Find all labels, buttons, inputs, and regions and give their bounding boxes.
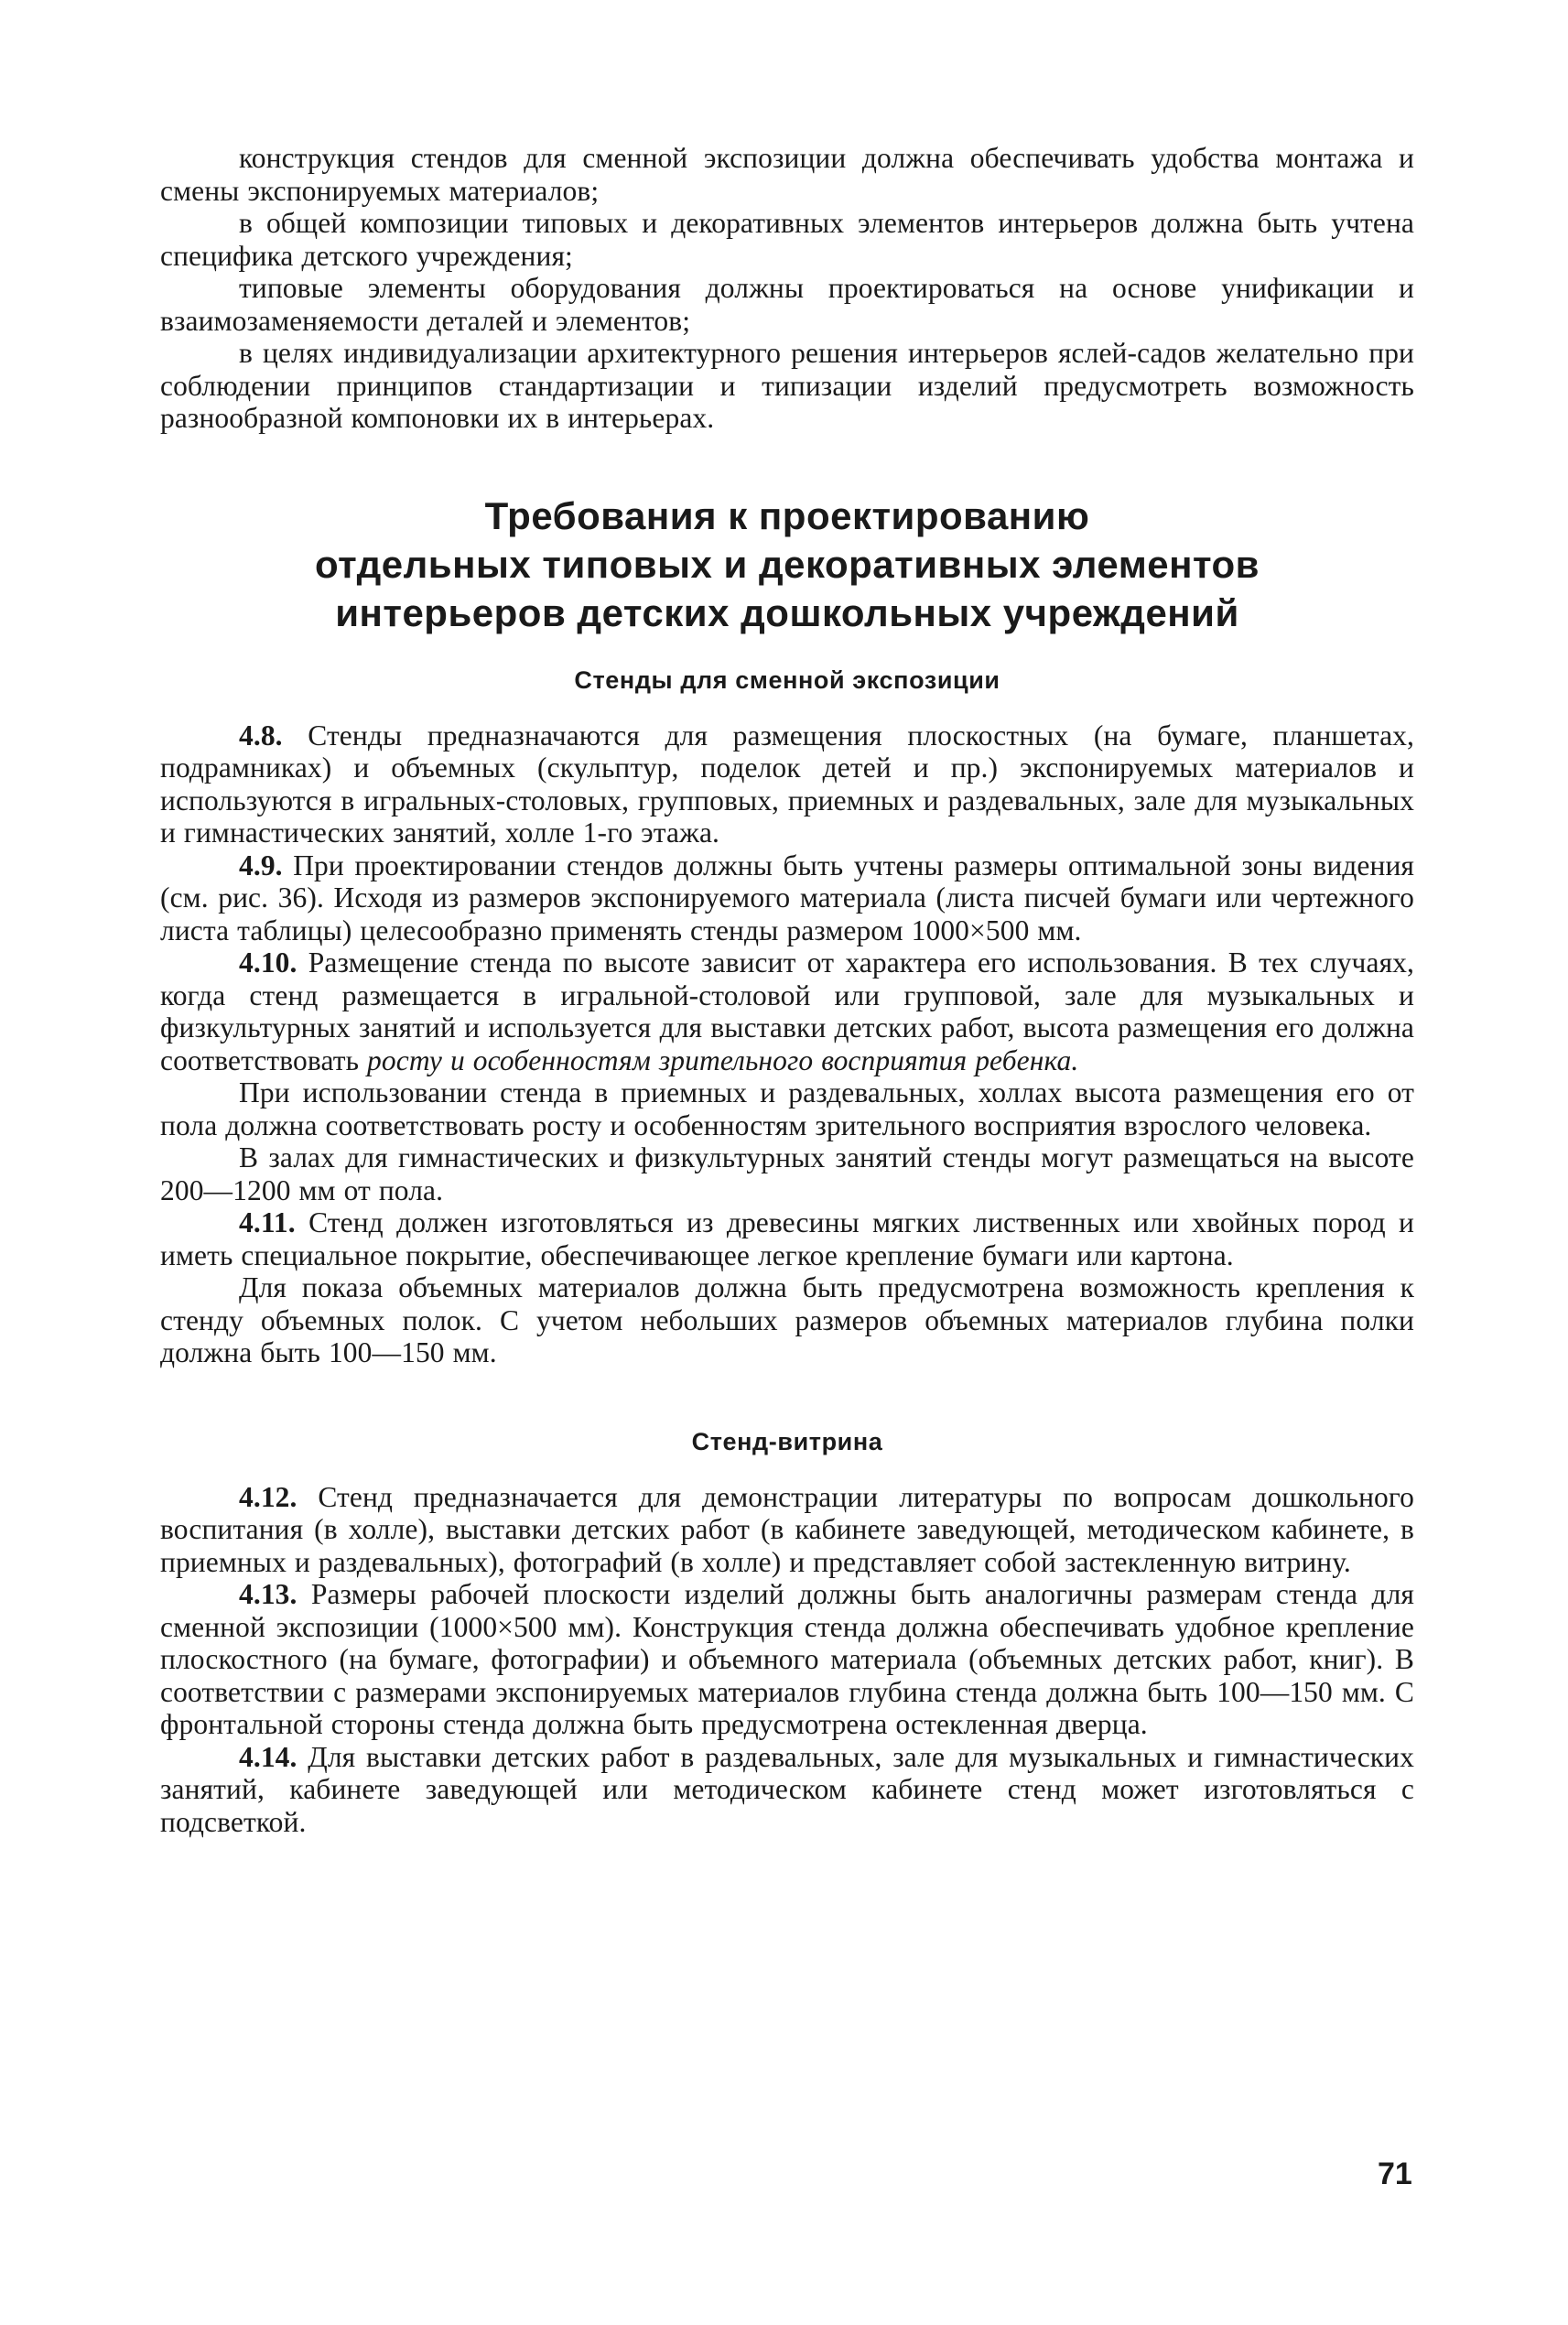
intro-paragraph-3: типовые элементы оборудования должны проектироваться на основе унификации и взаимозаменяемости деталей и элементов; bbox=[160, 272, 1414, 337]
clause-text: Размеры рабочей плоскости изделий должны быть аналогичны размерам стенда для сменной экспозиции (1000×500 мм). Конструкция стенда должна обеспечивать удобное крепление плоскостного (на бумаге, фотографии) и объемного материала (объемных детских работ, книг). В соответствии с размерами экспонируемых материалов глубина стенда должна быть 100—150 мм. С фронтальной стороны стенда должна быть предусмотрена остекленная дверца. bbox=[160, 1578, 1414, 1740]
clause-number: 4.11. bbox=[239, 1206, 296, 1238]
section-title-line-3: интерьеров детских дошкольных учреждений bbox=[335, 590, 1239, 634]
clause-4-9 bbox=[160, 849, 1414, 947]
intro-paragraph-2: в общей композиции типовых и декоративных элементов интерьеров должна быть учтена специфика детского учреждения; bbox=[160, 207, 1414, 272]
page-body bbox=[160, 142, 1414, 1838]
clause-4-13 bbox=[160, 1578, 1414, 1741]
clause-number: 4.10. bbox=[239, 946, 297, 979]
clause-4-11-continued: Для показа объемных материалов должна быть предусмотрена возможность крепления к стенду объемных полок. С учетом небольших размеров объемных материалов глубина полки должна быть 100—150 мм. bbox=[160, 1271, 1414, 1368]
clause-text: Для выставки детских работ в раздевальных, зале для музыкальных и гимнастических занятий, кабинете заведующей или методическом кабинете стенд может изготовляться с подсветкой. bbox=[160, 1740, 1414, 1838]
clause-text: Размещение стенда по высоте зависит от характера его использования. В тех случаях, когда стенд размещается в игральной-столовой или групповой, зале для музыкальных и физкультурных занятий и используется для выставки детских работ, высота размещения его должна соответствовать bbox=[160, 946, 1414, 1076]
section-title bbox=[160, 492, 1414, 637]
clause-number: 4.14. bbox=[239, 1740, 297, 1773]
clause-text: При проектировании стендов должны быть учтены размеры оптимальной зоны видения (см. рис. 36). Исходя из размеров экспонируемого материала (листа писчей бумаги или чертежного листа таблицы) целесообразно применять стенды размером 1000×500 мм. bbox=[160, 849, 1414, 946]
clause-4-10-continued-1: При использовании стенда в приемных и раздевальных, холлах высота размещения его от пола должна соответствовать росту и особенностям зрительного восприятия взрослого человека. bbox=[160, 1076, 1414, 1141]
clause-number: 4.8. bbox=[239, 719, 283, 752]
clause-number: 4.12. bbox=[239, 1480, 297, 1513]
clause-number: 4.13. bbox=[239, 1578, 297, 1610]
intro-paragraph-1: конструкция стендов для сменной экспозиции должна обеспечивать удобства монтажа и смены экспонируемых материалов; bbox=[160, 142, 1414, 207]
clause-4-11 bbox=[160, 1206, 1414, 1271]
clause-text: Стенды предназначаются для размещения плоскостных (на бумаге, планшетах, подрамниках) и объемных (скульптур, поделок детей и пр.) экспонируемых материалов и используются в игральных-столовых, групповых, приемных и раздевальных, зале для музыкальных и гимнастических занятий, холле 1-го этажа. bbox=[160, 719, 1414, 849]
clause-number: 4.9. bbox=[239, 849, 283, 881]
clause-4-12 bbox=[160, 1481, 1414, 1579]
subsection-title-stands: Стенды для сменной экспозиции bbox=[574, 665, 1000, 694]
clause-text: Стенд предназначается для демонстрации литературы по вопросам дошкольного воспитания (в холле), выставки детских работ (в кабинете заведующей, методическом кабинете, в приемных и раздевальных), фотографий (в холле) и представляет собой застекленную витрину. bbox=[160, 1480, 1414, 1578]
clause-text: Стенд должен изготовляться из древесины мягких лиственных или хвойных пород и иметь специальное покрытие, обеспечивающее легкое крепление бумаги или картона. bbox=[160, 1206, 1414, 1271]
clause-4-8 bbox=[160, 719, 1414, 849]
subsection-title-showcase: Стенд-витрина bbox=[691, 1427, 883, 1455]
clause-4-14 bbox=[160, 1741, 1414, 1839]
clause-text-italic: росту и особенностям зрительного восприятия ребенка. bbox=[367, 1044, 1079, 1076]
section-title-line-1: Требования к проектированию bbox=[484, 493, 1090, 537]
intro-paragraph-4: в целях индивидуализации архитектурного решения интерьеров яслей-садов желательно при соблюдении принципов стандартизации и типизации изделий предусмотреть возможность разнообразной компоновки их в интерьерах. bbox=[160, 337, 1414, 434]
section-title-line-2: отдельных типовых и декоративных элементов bbox=[314, 542, 1260, 586]
clause-4-10-continued-2: В залах для гимнастических и физкультурных занятий стенды могут размещаться на высоте 200—1200 мм от пола. bbox=[160, 1141, 1414, 1206]
page-number: 71 bbox=[1378, 2157, 1412, 2191]
clause-4-10 bbox=[160, 946, 1414, 1076]
